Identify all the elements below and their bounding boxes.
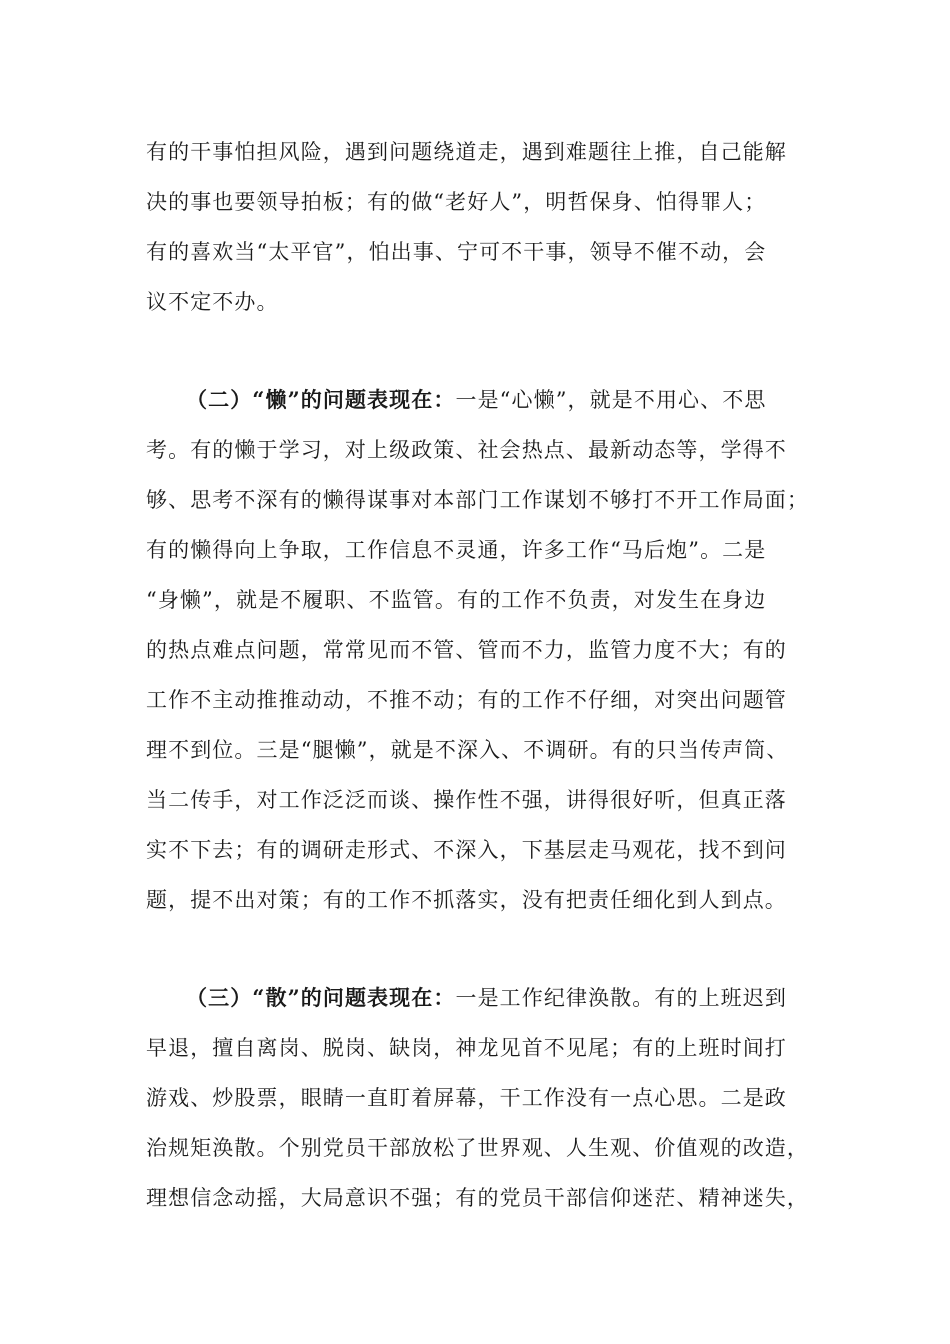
text-line: 游戏、炒股票，眼睛一直盯着屏幕，干工作没有一点心思。二是政 [146,1086,787,1110]
text-line: 有的懒得向上争取，工作信息不灵通，许多工作“马后炮”。二是 [146,538,767,562]
section-heading: （三）“散”的问题表现在： [186,985,456,1010]
paragraph-first-line [146,973,826,1023]
text-line: 实不下去；有的调研走形式、不深入，下基层走马观花，找不到问 [146,838,787,862]
text-line: “身懒”，就是不履职、不监管。有的工作不负责，对发生在身边 [146,588,767,612]
paragraph-3 [146,973,826,1223]
text-line: 治规矩涣散。个别党员干部放松了世界观、人生观、价值观的改造， [146,1136,809,1160]
text-line: 决的事也要领导拍板；有的做“老好人”，明哲保身、怕得罪人； [146,190,767,214]
text-line: 有的喜欢当“太平官”，怕出事、宁可不干事，领导不催不动，会 [146,240,767,264]
text-run: 一是工作纪律涣散。有的上班迟到 [455,986,787,1010]
text-line: 题，提不出对策；有的工作不抓落实，没有把责任细化到人到点。 [146,888,787,912]
paragraph-first-line [146,375,826,425]
text-line: 理不到位。三是“腿懒”，就是不深入、不调研。有的只当传声筒、 [146,738,789,762]
text-line: 当二传手，对工作泛泛而谈、操作性不强，讲得很好听，但真正落 [146,788,787,812]
text-line: 考。有的懒于学习，对上级政策、社会热点、最新动态等，学得不 [146,438,787,462]
text-run: 一是“心懒”，就是不用心、不思 [455,388,767,412]
paragraph-1 [146,127,826,327]
text-line: 早退，擅自离岗、脱岗、缺岗，神龙见首不见尾；有的上班时间打 [146,1036,787,1060]
text-line: 有的干事怕担风险，遇到问题绕道走，遇到难题往上推，自己能解 [146,140,787,164]
section-heading: （二）“懒”的问题表现在： [186,387,456,412]
paragraph-2 [146,375,826,925]
text-line: 议不定不办。 [146,290,279,314]
text-line: 理想信念动摇，大局意识不强；有的党员干部信仰迷茫、精神迷失， [146,1186,809,1210]
text-line: 的热点难点问题，常常见而不管、管而不力，监管力度不大；有的 [146,638,787,662]
text-line: 够、思考不深有的懒得谋事对本部门工作谋划不够打不开工作局面； [146,488,809,512]
text-line: 工作不主动推推动动，不推不动；有的工作不仔细，对突出问题管 [146,688,787,712]
